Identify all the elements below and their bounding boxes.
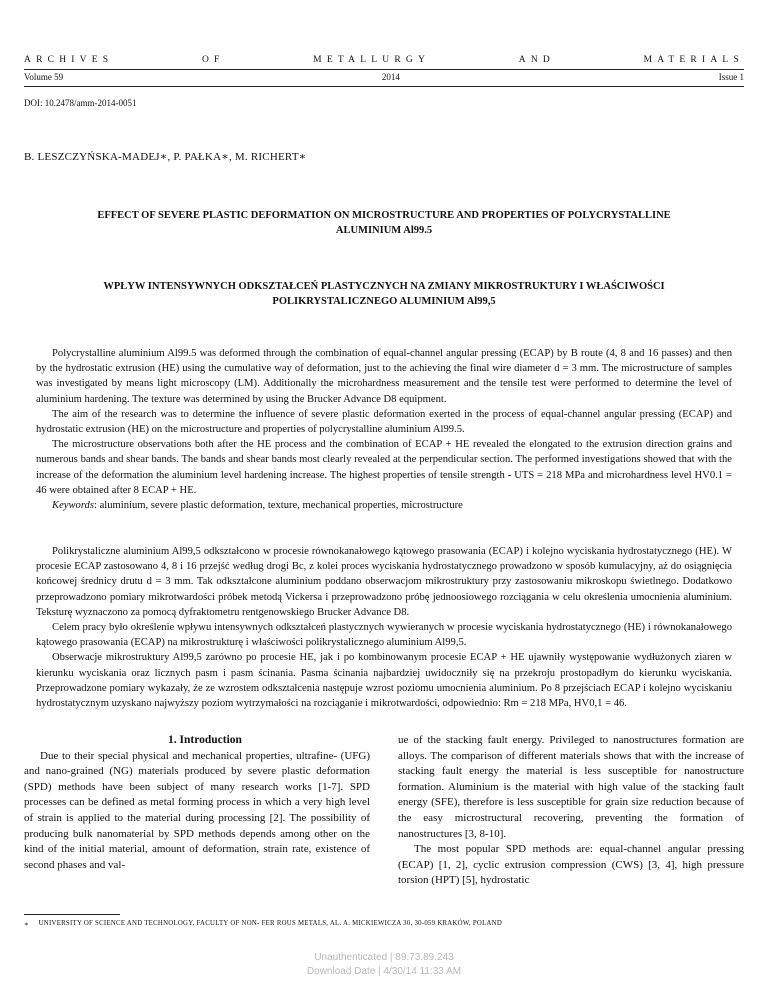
keywords-label: Keywords <box>52 500 94 512</box>
title-polish: WPŁYW INTENSYWNYCH ODKSZTAŁCEŃ PLASTYCZNYCH NA ZMIANY MIKROSTRUKTURY I WŁAŚCIWOŚCI POLIKRYSTALICZNEGO ALUMINIUM Al99,5 <box>103 281 665 307</box>
keywords-list: : aluminium, severe plastic deformation, texture, mechanical properties, microstructure <box>93 500 463 512</box>
abstract-paragraph: Polikrystaliczne aluminium Al99,5 odkształcono w procesie równokanałowego kątowego prasowania (ECAP) i kolejno wyciskania hydrostatycznego (HE). W procesie ECAP zastosowano 4, 8 i 16 przejść według drogi Bc, z kolei proces wyciskania hydrostatycznego prowadzono w sposób kumulacyjny, aż do osiągnięcia końcowej średnicy drutu d = 3 mm. Tak odkształcone aluminium poddano obserwacjom mikrostruktury przy zastosowaniu mikroskopu świetlnego. Dodatkowo przeprowadzono pomiary mikrotwardości próbek metodą Vickersa i przeprowadzono próbę jednoosiowego rozciągania w celu określenia umocnienia aluminium. Teksturę wyznaczono za pomocą dyfraktometru rentgenowskiego Brucker Advance D8. <box>36 546 732 618</box>
affiliation: UNIVERSITY OF SCIENCE AND TECHNOLOGY, FACULTY OF NON- FER ROUS METALS, AL. A. MICKIEWICZA 30, 30-059 KRAKÓW, POLAND <box>38 920 503 927</box>
watermark-date: Download Date | 4/30/14 11:33 AM <box>306 966 462 977</box>
left-column <box>24 733 370 873</box>
journal-word: AND <box>518 55 555 65</box>
volume: Volume 59 <box>24 72 64 82</box>
journal-word: METALLURGY <box>313 55 431 65</box>
body-paragraph: The most popular SPD methods are: equal-channel angular pressing (ECAP) [1, 2], cyclic extrusion compression (CWS) [3, 4], high pressure torsion (HPT) [5], hydrostatic <box>398 843 744 887</box>
issue: Issue 1 <box>718 72 744 82</box>
footnote-rule <box>24 914 120 915</box>
section-heading: 1. Introduction <box>168 734 242 746</box>
abstract-polish <box>36 544 732 711</box>
issue-meta <box>24 72 744 82</box>
header-rule <box>24 69 744 70</box>
abstract-paragraph: Polycrystalline aluminium Al99.5 was deformed through the combination of equal-channel angular pressing (ECAP) by B route (4, 8 and 16 passes) and then by the hydrostatic extrusion (HE) using the cumulative way of deformation, just to the achieving the final wire diameter d = 3 mm. The microstructure of samples was investigated by means light microscopy (LM). Additionally the microhardness measurement and the tensile test were performed to determine the level of aluminium hardening. The texture was determined by using the Brucker Advance D8 equipment. <box>36 348 732 405</box>
abstract-paragraph: Celem pracy było określenie wpływu intensywnych odkształceń plastycznych wywieranych w procesie wyciskania hydrostatycznego (HE) i równokanałowego kątowego prasowania (ECAP) na mikrostrukturę i właściwości polikrystalicznego aluminium Al99,5. <box>36 622 732 649</box>
header-rule <box>24 86 744 87</box>
journal-word: ARCHIVES <box>24 55 114 65</box>
journal-name <box>24 55 744 65</box>
journal-word: MATERIALS <box>643 55 744 65</box>
abstract-paragraph: The microstructure observations both after the HE process and the combination of ECAP + HE revealed the elongated to the extrusion direction grains and numerous bands and shear bands. The bands and shear bands most clearly revealed at the perpendicular section. The performed investigations showed that with the increase of the deformation the aluminium level hardening increase. The highest properties of tensile strength - UTS = 218 MPa and microhardness level HV0.1 = 46 were obtained after 8 ECAP + HE. <box>36 439 732 496</box>
abstract-paragraph: The aim of the research was to determine the influence of severe plastic deformation exerted in the process of equal-channel angular pressing (ECAP) and hydrostatic extrusion (HE) on the microstructure and properties of polycrystalline aluminium Al99.5. <box>36 408 732 436</box>
journal-word: OF <box>201 55 225 65</box>
right-column <box>398 733 744 889</box>
footnote <box>24 920 744 928</box>
keywords <box>36 498 732 513</box>
footnote-marker: ∗ <box>24 921 29 928</box>
abstract-english <box>36 346 732 513</box>
year: 2014 <box>381 72 400 82</box>
watermark-ip: Unauthenticated | 89.73.89.243 <box>314 952 454 963</box>
title-english: EFFECT OF SEVERE PLASTIC DEFORMATION ON MICROSTRUCTURE AND PROPERTIES OF POLYCRYSTALLINE ALUMINIUM Al99.5 <box>97 210 671 236</box>
body-paragraph: ue of the stacking fault energy. Privileged to nanostructures formation are alloys. The comparison of different materials shows that with the increase of stacking fault energy the material is less susceptible for nanostructure formation. Aluminium is the material with high value of the stacking fault energy (SFE), therefore is less susceptible for grain size reduction because of the easy microstructural recovering, preventing the formation of nanostructures [3, 8-10]. <box>398 734 744 840</box>
doi: DOI: 10.2478/amm-2014-0051 <box>24 98 137 108</box>
body-paragraph: Due to their special physical and mechanical properties, ultrafine- (UFG) and nano-grained (NG) materials produced by severe plastic deformation (SPD) methods have been subject of many research works [1-7]. SPD processes can be defined as metal forming process in which a very high level of strain is applied to the material during processing [2]. The possibility of producing bulk nanomaterial by SPD methods depends among other on the kind of the initial material, amount of deformation, strain rate, existence of second phases and val- <box>24 749 370 871</box>
abstract-paragraph: Obserwacje mikrostruktury Al99,5 zarówno po procesie HE, jak i po kombinowanym procesie ECAP + HE ujawniły występowanie wydłużonych ziaren w kierunku wyciskania oraz licznych pasm i pasm ścinania. Pasma ścinania najbardziej uwidoczniły się na przekroju prostopadłym do kierunku wyciskania. Przeprowadzone pomiary wykazały, że ze wzrostem odkształcenia następuje wzrost poziomu umocnienia aluminium. Po 8 przejściach ECAP i kolejno wyciskaniu hydrostatycznym uzyskano najwyższy poziom wytrzymałości na rozciąganie i mikrotwardości, odpowiednio: Rm = 218 MPa, HV0,1 = 46. <box>36 652 732 710</box>
authors: B. LESZCZYŃSKA-MADEJ∗, P. PAŁKA∗, M. RICHERT∗ <box>24 151 307 163</box>
